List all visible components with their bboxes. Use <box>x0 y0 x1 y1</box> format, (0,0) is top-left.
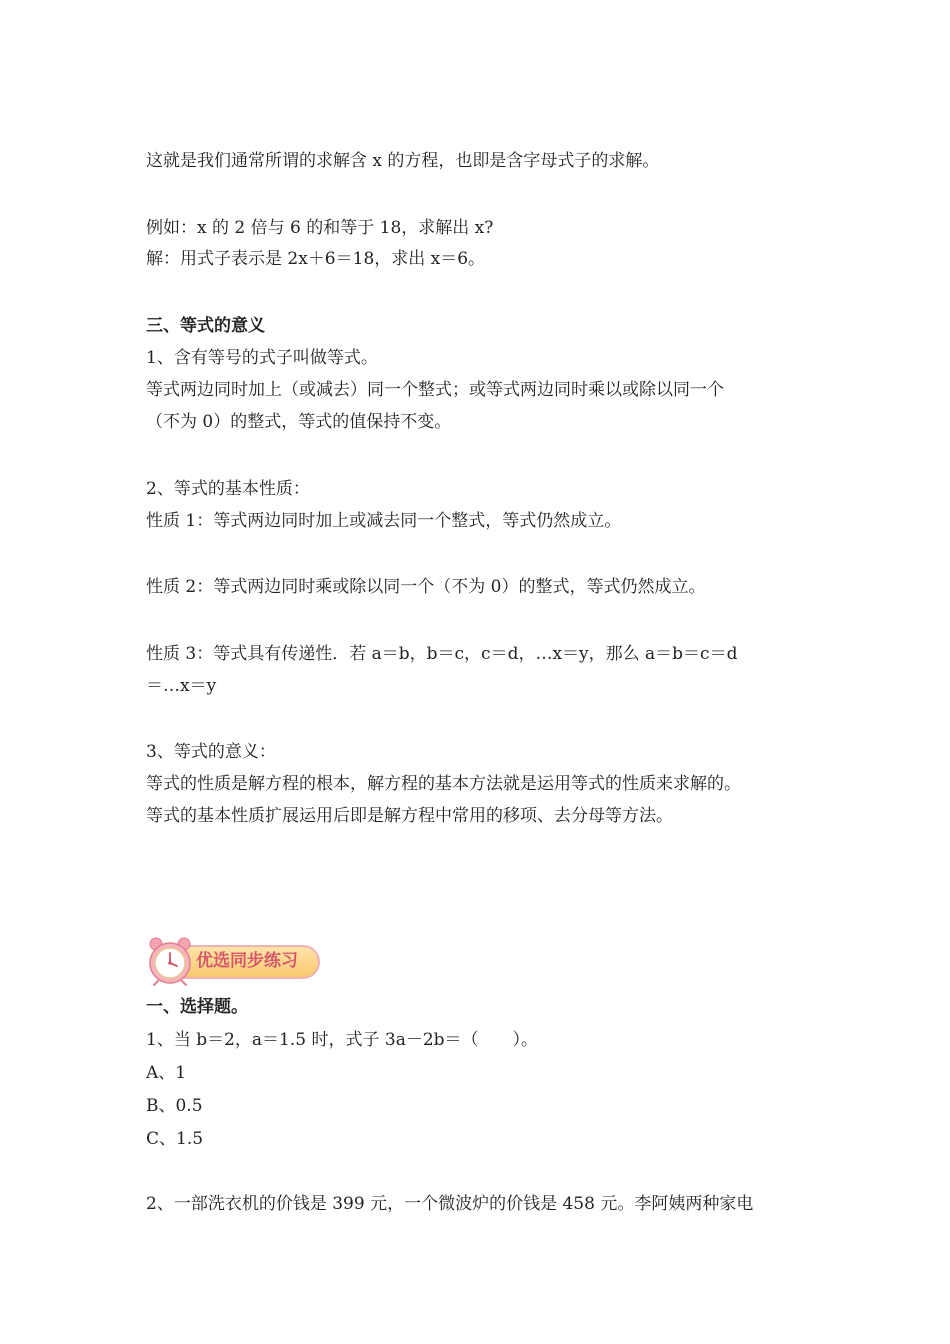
item3-title: 3、等式的意义： <box>146 742 276 762</box>
section-heading-equality: 三、等式的意义 <box>146 316 265 336</box>
question-1: 1、当 b＝2，a＝1.5 时，式子 3a－2b＝（ ）。 <box>146 1030 539 1050</box>
question-1-option-a: A、1 <box>146 1063 187 1083</box>
property-3-line1: 性质 3：等式具有传递性．若 a＝b，b＝c，c＝d，…x＝y，那么 a＝b＝c＝d <box>146 644 738 664</box>
property-1: 性质 1：等式两边同时加上或减去同一个整式，等式仍然成立。 <box>146 511 622 531</box>
practice-banner <box>144 935 324 987</box>
item2-title: 2、等式的基本性质： <box>146 479 310 499</box>
example-question: 例如：x 的 2 倍与 6 的和等于 18，求解出 x? <box>146 218 494 238</box>
banner-label: 优选同步练习 <box>196 951 298 971</box>
item1-body-line1: 等式两边同时加上（或减去）同一个整式；或等式两边同时乘以或除以同一个 <box>146 380 724 400</box>
property-2: 性质 2：等式两边同时乘或除以同一个（不为 0）的整式，等式仍然成立。 <box>146 577 706 597</box>
alarm-clock-icon <box>144 935 196 987</box>
question-1-option-c: C、1.5 <box>146 1129 204 1149</box>
exercise-heading: 一、选择题。 <box>146 997 248 1017</box>
item1-title: 1、含有等号的式子叫做等式。 <box>146 348 378 368</box>
question-2: 2、一部洗衣机的价钱是 399 元，一个微波炉的价钱是 458 元。李阿姨两种家电 <box>146 1194 754 1214</box>
question-1-option-b: B、0.5 <box>146 1096 203 1116</box>
item3-line1: 等式的性质是解方程的根本，解方程的基本方法就是运用等式的性质来求解的。 <box>146 774 741 794</box>
property-3-line2: ＝…x＝y <box>146 676 217 696</box>
item1-body-line2: （不为 0）的整式，等式的值保持不变。 <box>146 412 452 432</box>
example-solution: 解：用式子表示是 2x＋6＝18，求出 x＝6。 <box>146 249 486 269</box>
intro-text: 这就是我们通常所谓的求解含 x 的方程，也即是含字母式子的求解。 <box>146 151 660 171</box>
item3-line2: 等式的基本性质扩展运用后即是解方程中常用的移项、去分母等方法。 <box>146 806 673 826</box>
